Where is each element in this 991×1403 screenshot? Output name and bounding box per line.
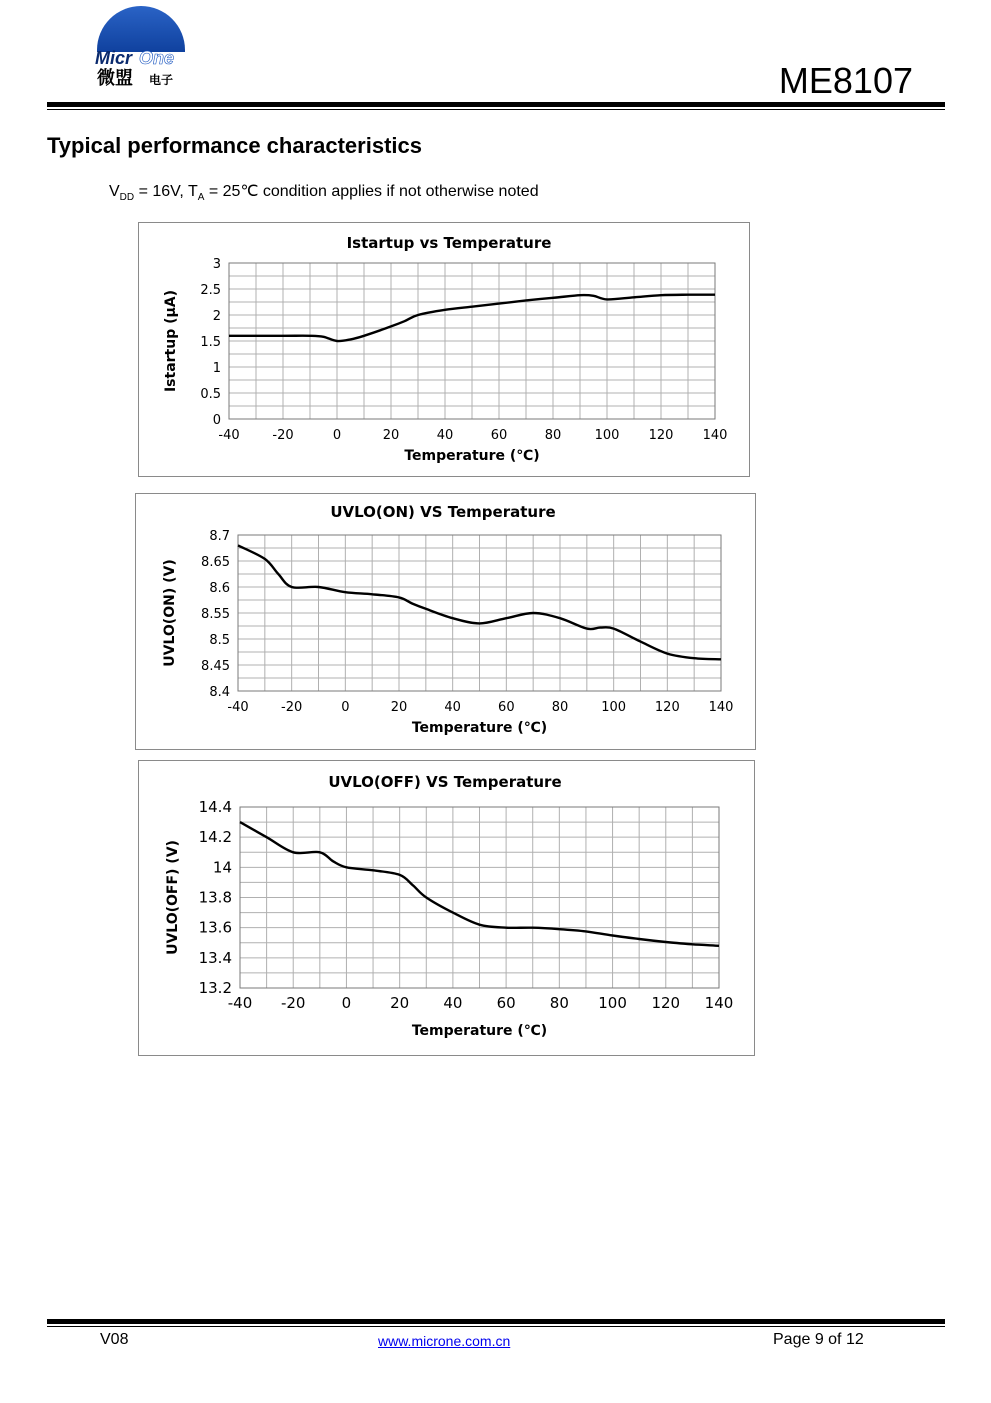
x-tick-label: -20 <box>272 428 294 443</box>
chart-istartup <box>138 222 750 477</box>
y-tick-label: 2 <box>212 309 221 324</box>
x-axis-label: Temperature (℃) <box>411 1023 548 1039</box>
svg-text:Micr: Micr <box>95 48 133 68</box>
y-tick-label: 13.4 <box>198 948 232 967</box>
x-tick-label: 40 <box>436 428 454 443</box>
x-tick-label: 0 <box>341 994 352 1012</box>
x-axis-label: Temperature (℃) <box>411 720 548 736</box>
x-tick-label: 40 <box>443 994 463 1012</box>
chart-title: Istartup vs Temperature <box>346 234 552 252</box>
y-tick-label: 8.4 <box>209 685 230 700</box>
footer-rule <box>47 1319 945 1324</box>
x-tick-label: 20 <box>382 428 400 443</box>
x-tick-label: 80 <box>544 428 562 443</box>
y-tick-label: 8.7 <box>209 529 230 544</box>
y-tick-label: 1 <box>212 361 221 376</box>
y-tick-label: 1.5 <box>200 335 221 350</box>
y-tick-label: 3 <box>212 257 221 272</box>
header-rule-thin <box>47 109 945 110</box>
y-tick-label: 8.55 <box>201 607 230 622</box>
y-tick-label: 0 <box>212 413 221 428</box>
footer-page-number: Page 9 of 12 <box>773 1331 864 1348</box>
footer-rule-thin <box>47 1326 945 1327</box>
x-tick-label: 60 <box>490 428 508 443</box>
x-tick-label: 80 <box>549 994 569 1012</box>
x-tick-label: -20 <box>281 700 303 715</box>
x-tick-label: 20 <box>390 700 408 715</box>
y-axis-label: Istartup (μA) <box>163 289 179 393</box>
grid <box>229 263 715 419</box>
x-tick-label: 20 <box>390 994 410 1012</box>
x-tick-label: -40 <box>218 428 240 443</box>
y-tick-label: 2.5 <box>200 283 221 298</box>
x-tick-label: 100 <box>594 428 620 443</box>
grid <box>240 807 719 988</box>
svg-text:微盟: 微盟 <box>97 68 133 89</box>
x-axis-label: Temperature (℃) <box>404 448 540 464</box>
x-tick-label: 60 <box>496 994 516 1012</box>
svg-text:One: One <box>139 48 175 68</box>
y-axis-label: UVLO(ON) (V) <box>162 559 178 667</box>
y-tick-label: 0.5 <box>200 387 221 402</box>
chart-uvlo-on-svg <box>136 494 755 749</box>
y-tick-label: 14.4 <box>198 798 232 816</box>
microne-logo <box>92 6 192 90</box>
condition-note: $V_{DD} = 16V$, $T_A$ = 25℃ condition applies if not otherwise noted <box>109 183 539 204</box>
svg-text:电子: 电子 <box>149 73 174 87</box>
x-tick-label: 120 <box>651 994 681 1012</box>
y-tick-label: 13.6 <box>198 918 232 937</box>
footer-website-link[interactable]: www.microne.com.cn <box>378 1333 511 1349</box>
y-tick-label: 13.2 <box>198 979 232 997</box>
x-tick-label: 120 <box>654 700 680 715</box>
x-tick-label: -20 <box>280 994 306 1012</box>
x-tick-label: 100 <box>598 994 627 1012</box>
header-rule <box>47 102 945 107</box>
chart-uvlo-off <box>138 760 755 1056</box>
y-tick-label: 8.65 <box>201 555 230 570</box>
chart-uvlo-on <box>135 493 756 750</box>
x-tick-label: 0 <box>332 428 342 443</box>
y-axis-label: UVLO(OFF) (V) <box>165 840 181 955</box>
chart-uvlo-off-svg <box>139 761 754 1055</box>
x-tick-label: -40 <box>227 994 253 1012</box>
x-tick-label: -40 <box>227 700 249 715</box>
chart-title: UVLO(ON) VS Temperature <box>330 503 556 521</box>
y-tick-label: 13.8 <box>198 888 232 907</box>
x-tick-label: 100 <box>601 700 627 715</box>
y-tick-label: 14.2 <box>198 828 232 847</box>
x-tick-label: 40 <box>444 700 461 715</box>
section-title: Typical performance characteristics <box>47 133 422 158</box>
y-tick-label: 14 <box>212 858 232 877</box>
part-number: ME8107 <box>778 60 913 101</box>
grid <box>238 535 721 691</box>
chart-title: UVLO(OFF) VS Temperature <box>328 773 562 791</box>
x-tick-label: 140 <box>702 428 728 443</box>
x-tick-label: 0 <box>341 700 350 715</box>
x-tick-label: 140 <box>704 994 734 1012</box>
y-tick-label: 8.6 <box>209 581 230 596</box>
y-tick-label: 8.5 <box>209 633 230 648</box>
x-tick-label: 120 <box>648 428 674 443</box>
chart-istartup-svg <box>139 223 749 476</box>
y-tick-label: 8.45 <box>201 659 230 674</box>
x-tick-label: 80 <box>551 700 569 715</box>
x-tick-label: 60 <box>498 700 515 715</box>
footer-version: V08 <box>100 1331 129 1348</box>
x-tick-label: 140 <box>708 700 734 715</box>
